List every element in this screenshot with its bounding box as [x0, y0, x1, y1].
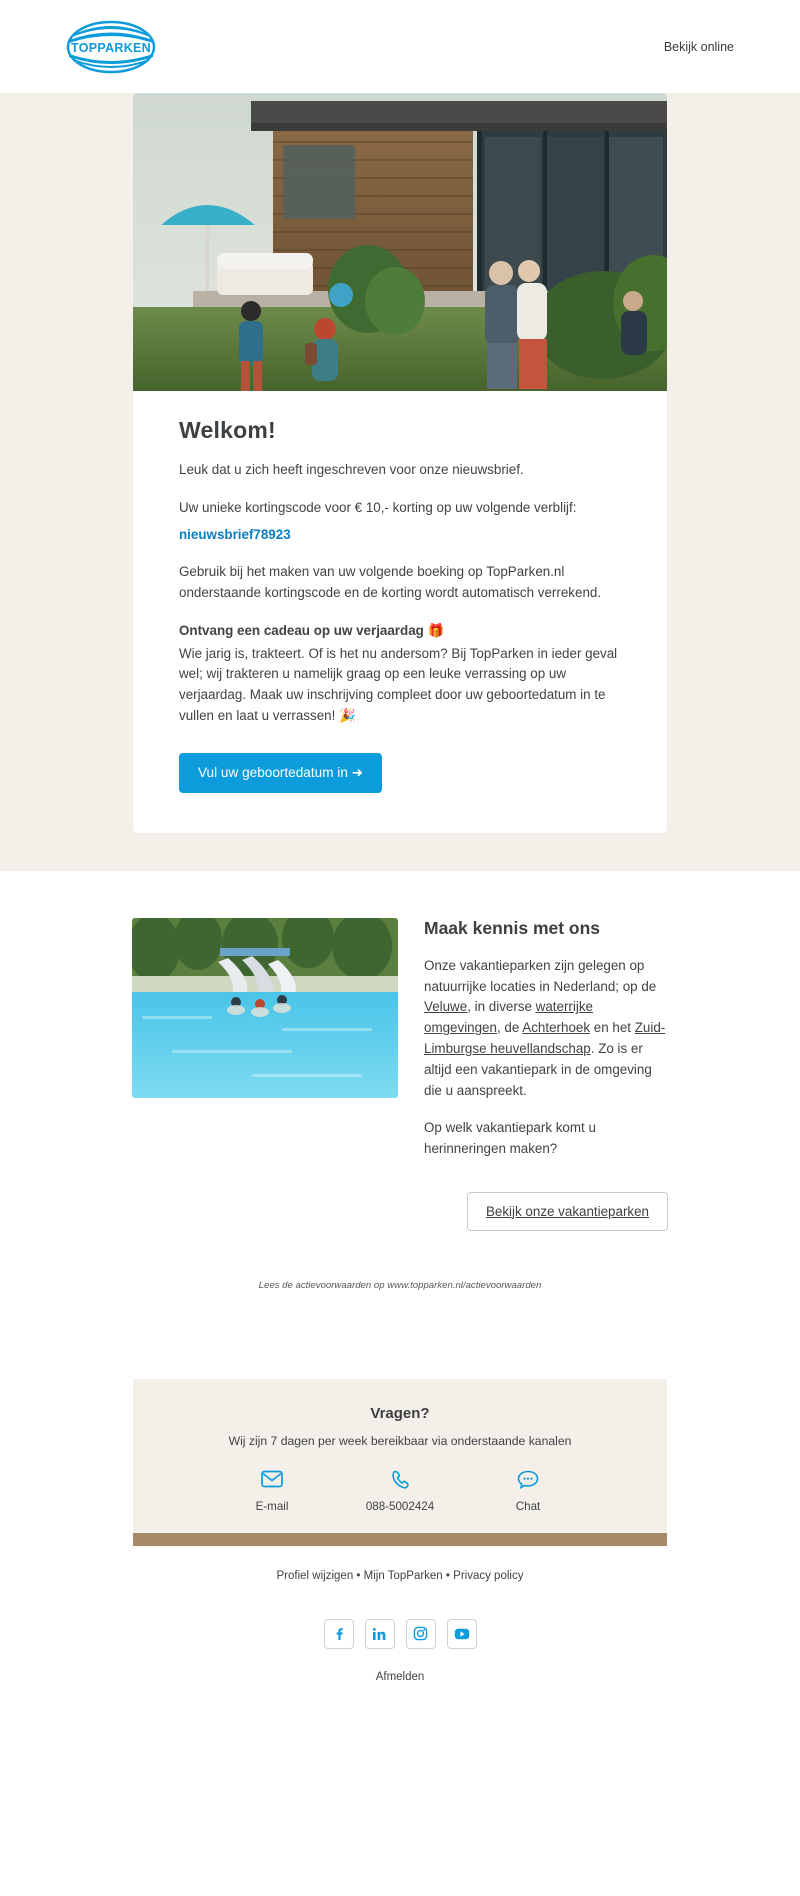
separator-1: •: [356, 1569, 361, 1582]
welcome-intro: Leuk dat u zich heeft ingeschreven voor onze nieuwsbrief.: [179, 462, 524, 477]
contact-block: [133, 1379, 667, 1533]
welcome-card: [133, 391, 667, 833]
intro-paragraph: [424, 956, 668, 1102]
envelope-icon: [227, 1470, 317, 1490]
instagram-icon[interactable]: [406, 1619, 436, 1649]
intro-text-b: , in diverse: [467, 999, 536, 1015]
svg-text:TOPPARKEN: TOPPARKEN: [70, 40, 152, 55]
social-links: [0, 1582, 800, 1649]
pool-image: [132, 918, 398, 1098]
intro-text-d: en het: [590, 1020, 635, 1036]
chat-icon: [483, 1470, 573, 1490]
channel-phone-label: 088-5002424: [365, 1499, 435, 1513]
link-achterhoek[interactable]: Achterhoek: [522, 1020, 591, 1036]
discount-explanation: Gebruik bij het maken van uw volgende boeking op TopParken.nl onderstaande kortingscode en de korting wordt automatisch verrekend.: [179, 564, 602, 601]
birthdate-cta-button[interactable]: Vul uw geboortedatum in ➜: [179, 753, 382, 793]
channel-phone[interactable]: [355, 1470, 445, 1513]
discount-code[interactable]: nieuwsbrief78923: [179, 526, 291, 542]
discount-code-line: [179, 525, 621, 546]
link-zuid-limburgse-heuvellandschap[interactable]: Zuid-Limburgse heuvellandschap: [424, 1020, 666, 1057]
birthday-heading: Ontvang een cadeau op uw verjaardag 🎁: [179, 622, 445, 638]
phone-icon: [355, 1470, 445, 1490]
intro-section: [0, 871, 800, 1291]
intro-text-c: , de: [496, 1020, 523, 1036]
hero-image: [133, 93, 667, 391]
channel-email-label: E-mail: [255, 1499, 289, 1513]
topparken-logo[interactable]: [66, 19, 156, 75]
discount-intro: Uw unieke kortingscode voor € 10,- korting op uw volgende verblijf:: [179, 499, 577, 515]
link-veluwe[interactable]: Veluwe: [424, 999, 468, 1015]
channel-email[interactable]: [227, 1470, 317, 1513]
intro-text-a: Onze vakantieparken zijn gelegen op natuurrijke locaties in Nederland; op de: [424, 957, 657, 994]
page-title: Welkom!: [179, 417, 276, 443]
email-header: [0, 0, 800, 93]
privacy-policy-link[interactable]: Privacy policy: [453, 1569, 524, 1582]
view-online-link[interactable]: Bekijk online: [663, 39, 734, 54]
youtube-icon[interactable]: [447, 1619, 477, 1649]
birthday-body: Wie jarig is, trakteert. Of is het nu andersom? Bij TopParken in ieder geval wel; wij trakteren u namelijk graag op een leuke verrassing op uw verjaardag. Maak uw inschrijving compleet door uw geboortedatum in te vullen en laat u verrassen! 🎉: [179, 645, 618, 723]
contact-channels: [133, 1470, 667, 1533]
spacer: [0, 1291, 800, 1379]
contact-subtitle: Wij zijn 7 dagen per week bereikbaar via onderstaande kanalen: [228, 1433, 572, 1448]
channel-chat-label: Chat: [515, 1499, 541, 1513]
view-parks-button[interactable]: Bekijk onze vakantieparken: [467, 1192, 668, 1231]
legal-links: [0, 1546, 800, 1582]
intro-title: Maak kennis met ons: [424, 917, 601, 938]
my-topparken-link[interactable]: Mijn TopParken: [363, 1569, 443, 1582]
channel-chat[interactable]: [483, 1470, 573, 1513]
terms-text: Lees de actievoorwaarden op www.topparken.nl/actievoorwaarden: [258, 1279, 542, 1291]
link-waterrijke-omgevingen[interactable]: waterrijke omgevingen: [424, 999, 593, 1036]
intro-question: Op welk vakantiepark komt u herinneringen maken?: [424, 1120, 596, 1156]
intro-text-e: . Zo is er altijd een vakantiepark in de omgeving die u aanspreekt.: [424, 1041, 652, 1099]
unsubscribe-link[interactable]: Afmelden: [375, 1670, 425, 1683]
contact-title: Vragen?: [370, 1404, 430, 1422]
brown-divider: [133, 1533, 667, 1546]
hero-section: [0, 93, 800, 871]
edit-profile-link[interactable]: Profiel wijzigen: [276, 1569, 354, 1582]
linkedin-icon[interactable]: [365, 1619, 395, 1649]
separator-2: •: [445, 1569, 450, 1582]
facebook-icon[interactable]: [324, 1619, 354, 1649]
